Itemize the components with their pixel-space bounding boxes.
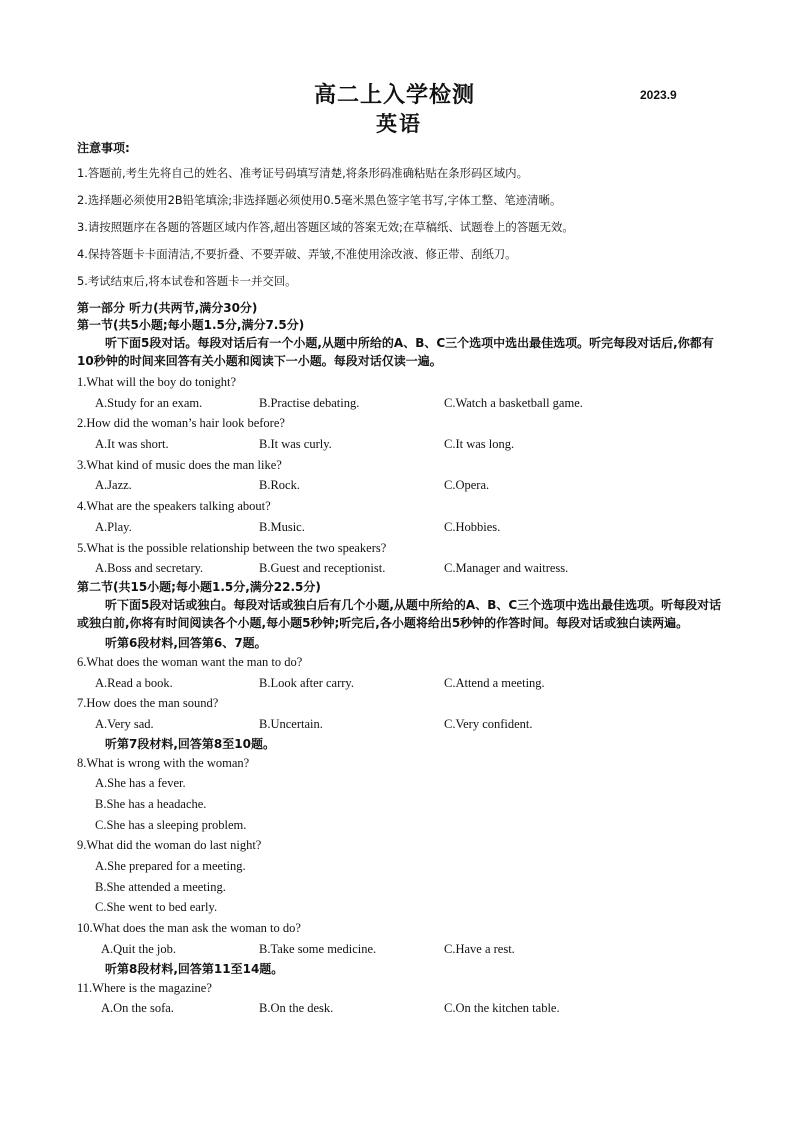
note-item: 3.请按照题序在各题的答题区域内作答,超出答题区域的答案无效;在草稿纸、试题卷上的答题无效。	[77, 220, 574, 234]
question-stem: 1.What will the boy do tonight?	[77, 375, 237, 389]
option-a: A.Very sad.	[95, 716, 154, 731]
option-c: C.Manager and waitress.	[444, 561, 569, 576]
question-stem: 6.What does the woman want the man to do?	[77, 654, 303, 669]
option-c: C.Watch a basketball game.	[444, 395, 583, 410]
material-cue: 听第6段材料,回答第6、7题。	[105, 635, 267, 650]
option-b: B.Uncertain.	[259, 716, 323, 731]
note-item: 1.答题前,考生先将自己的姓名、准考证号码填写清楚,将条形码准确粘贴在条形码区域内。	[77, 166, 528, 180]
option-c: C.Have a rest.	[444, 941, 515, 956]
option-a: A.Quit the job.	[101, 941, 176, 956]
note-item: 5.考试结束后,将本试卷和答题卡一并交回。	[77, 274, 297, 288]
option-b: B.It was curly.	[259, 437, 332, 452]
option-b: B.Music.	[259, 519, 305, 534]
note-item: 4.保持答题卡卡面清洁,不要折叠、不要弄破、弄皱,不准使用涂改液、修正带、刮纸刀。	[77, 247, 517, 261]
section2-directions: 听下面5段对话或独白。每段对话或独白后有几个小题,从题中所给的A、B、C三个选项中选出最佳选项。听每段对话或独白前,你将有时间阅读各个小题,每小题5秒钟;听完后,各小题将给出5秒钟的作答时间。每段对话或独白读两遍。	[77, 597, 722, 630]
question-stem: 7.How does the man sound?	[77, 696, 219, 711]
option-c: C.It was long.	[444, 437, 515, 452]
options-row	[77, 475, 722, 496]
question-stem: 4.What are the speakers talking about?	[77, 499, 271, 514]
question-stem: 8.What is wrong with the woman?	[77, 755, 250, 770]
option-c: C.She has a sleeping problem.	[95, 817, 247, 832]
section2-heading: 第二节(共15小题;每小题1.5分,满分22.5分)	[77, 579, 321, 594]
note-item: 2.选择题必须使用2B铅笔填涂;非选择题必须使用0.5毫米黑色签字笔书写,字体工整、笔迹清晰。	[77, 193, 562, 207]
options-row	[77, 558, 722, 579]
options-row	[77, 434, 722, 455]
section1-heading: 第一节(共5小题;每小题1.5分,满分7.5分)	[77, 318, 305, 332]
exam-title: 高二上入学检测	[314, 82, 476, 108]
material-cue: 听第8段材料,回答第11至14题。	[105, 961, 284, 976]
option-b: B.She attended a meeting.	[95, 879, 226, 894]
question-stem: 11.Where is the magazine?	[77, 980, 212, 995]
option-b: B.Take some medicine.	[259, 941, 377, 956]
option-a: A.Jazz.	[95, 478, 132, 493]
option-a: A.Study for an exam.	[95, 395, 203, 410]
option-b: B.Look after carry.	[259, 675, 354, 690]
options-row	[77, 939, 722, 960]
option-b: B.On the desk.	[259, 1001, 334, 1016]
notes-heading: 注意事项:	[77, 141, 130, 155]
question-stem: 3.What kind of music does the man like?	[77, 457, 282, 472]
option-c: C.Hobbies.	[444, 519, 501, 534]
option-b: B.Rock.	[259, 478, 300, 493]
option-a: A.It was short.	[95, 437, 169, 452]
option-a: A.She prepared for a meeting.	[95, 859, 246, 874]
option-c: C.Attend a meeting.	[444, 675, 545, 690]
options-row	[77, 517, 722, 538]
option-a: A.She has a fever.	[95, 776, 186, 791]
option-b: B.Guest and receptionist.	[259, 561, 386, 576]
option-c: C.Opera.	[444, 478, 490, 493]
exam-date: 2023.9	[640, 88, 677, 102]
option-a: A.On the sofa.	[101, 1001, 174, 1016]
options-row	[77, 998, 722, 1019]
option-c: C.She went to bed early.	[95, 900, 218, 915]
question-stem: 5.What is the possible relationship between the two speakers?	[77, 540, 387, 555]
part1-heading: 第一部分 听力(共两节,满分30分)	[77, 301, 258, 315]
notes-list	[77, 165, 717, 300]
listening-part	[77, 300, 722, 1019]
option-c: C.Very confident.	[444, 716, 533, 731]
exam-subject: 英语	[376, 111, 422, 136]
options-row	[77, 393, 722, 414]
question-stem: 2.How did the woman’s hair look before?	[77, 416, 285, 431]
material-cue: 听第7段材料,回答第8至10题。	[105, 736, 275, 751]
option-a: A.Play.	[95, 519, 132, 534]
option-b: B.She has a headache.	[95, 797, 207, 811]
options-row	[77, 673, 722, 694]
option-a: A.Read a book.	[95, 675, 173, 690]
options-row	[77, 714, 722, 735]
option-c: C.On the kitchen table.	[444, 1001, 560, 1016]
question-stem: 10.What does the man ask the woman to do?	[77, 921, 301, 936]
section1-directions: 听下面5段对话。每段对话后有一个小题,从题中所给的A、B、C三个选项中选出最佳选项。听完每段对话后,你都有10秒钟的时间来回答有关小题和阅读下一小题。每段对话仅读一遍。	[77, 336, 714, 368]
option-b: B.Practise debating.	[259, 395, 360, 410]
question-stem: 9.What did the woman do last night?	[77, 838, 262, 853]
option-a: A.Boss and secretary.	[95, 561, 204, 576]
